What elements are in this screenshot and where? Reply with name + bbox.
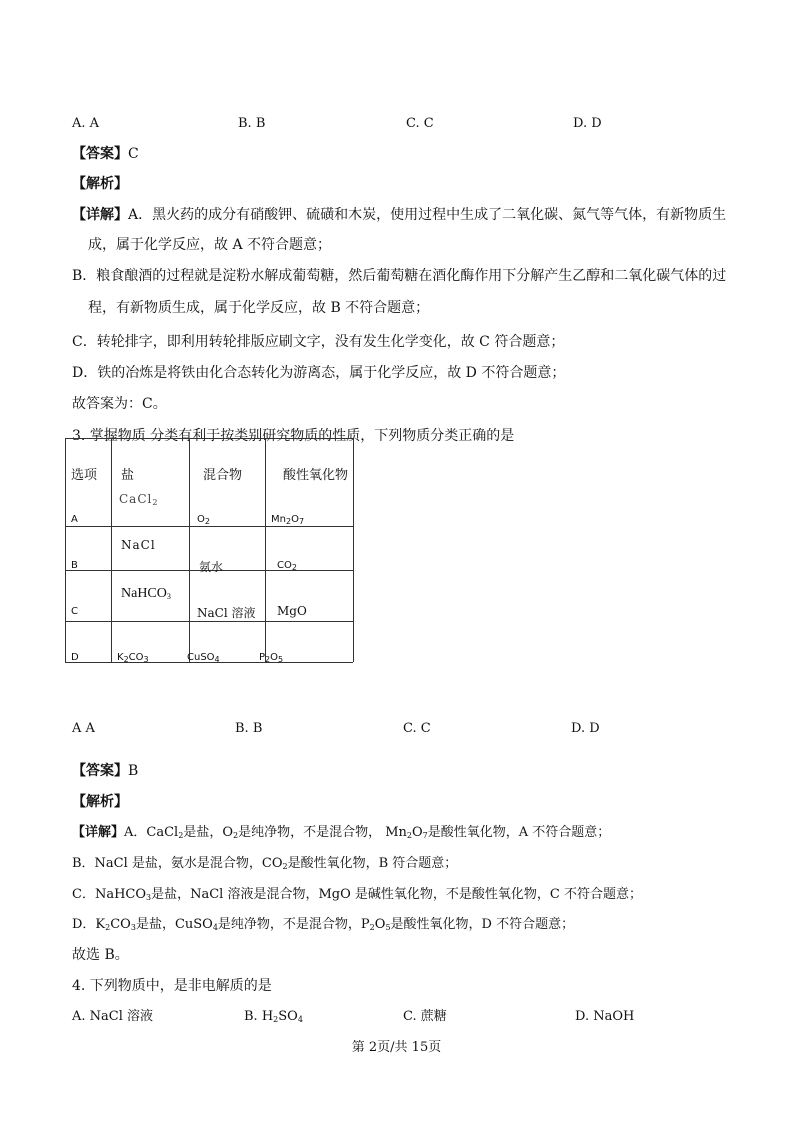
row-a-mixture: $O_2$ xyxy=(197,514,210,526)
table-rule xyxy=(353,438,354,662)
option-a: A. A xyxy=(72,116,100,131)
detail-line-3: B．粮食酿酒的过程就是淀粉水解成葡萄糖，然后葡萄糖在酒化酶作用下分解产生乙醇和二氧化碳气体的过 xyxy=(72,268,727,284)
table-rule xyxy=(265,438,266,662)
q4-option-b: B. $H_2SO_4$ xyxy=(244,1009,303,1024)
option-c: C. C xyxy=(406,116,434,131)
q4-option-d: D. NaOH xyxy=(575,1009,635,1024)
row-c-salt: NaHCO$_3$ xyxy=(121,586,171,601)
q3-detail-line-a: 【详解】A．CaCl$_2$是盐，$O_2$是纯净物，不是混合物， $Mn_2O_7$是酸性氧化物，A 不符合题意； xyxy=(72,825,611,840)
header-acidic-oxide: 酸性氧化物 xyxy=(283,468,349,483)
detail-line-1 xyxy=(72,206,726,224)
question-3-stem: 3. 掌握物质 分类有利于按类别研究物质的性质，下列物质分类正确的是 xyxy=(72,428,515,444)
row-b-oxide: $CO_2$ xyxy=(277,560,297,572)
analysis-label: 【解析】 xyxy=(72,176,128,192)
row-c-option: C xyxy=(71,606,78,617)
detail-line-6: D．铁的冶炼是将铁由化合态转化为游离态，属于化学反应，故 D 不符合题意； xyxy=(72,365,566,381)
row-d-option: D xyxy=(71,652,79,663)
row-c-mixture: NaCl 溶液 xyxy=(197,606,256,620)
answer-label: 【答案】 xyxy=(72,146,128,162)
detail-line-4: 程，有新物质生成，属于化学反应，故 B 不符合题意； xyxy=(88,300,430,316)
table-rule xyxy=(111,438,112,662)
option-b: B. B xyxy=(238,116,266,131)
q3-option-c: C. C xyxy=(403,721,431,736)
answer-value: C xyxy=(128,146,139,162)
q3-answer-label: 【答案】 xyxy=(72,763,128,779)
q4-option-a: A. NaCl 溶液 xyxy=(72,1009,154,1024)
table-rule xyxy=(65,438,66,662)
detail-line-5: C．转轮排字，即利用转轮排版应刷文字，没有发生化学变化，故 C 符合题意； xyxy=(72,334,565,350)
q3-option-d: D. D xyxy=(571,721,600,736)
q3-option-b: B. B xyxy=(235,721,263,736)
table-rule xyxy=(65,526,353,527)
detail-text-1: A．黑火药的成分有硝酸钾、硫磺和木炭，使用过程中生成了二氧化碳、氮气等气体，有新物质生 xyxy=(128,207,727,223)
row-d-oxide: $P_2O_5$ xyxy=(259,652,284,664)
q3-detail-line-b: B．NaCl 是盐，氨水是混合物，$CO_2$是酸性氧化物，B 符合题意； xyxy=(72,856,458,871)
row-d-mixture: CuSO$_4$ xyxy=(187,652,220,664)
table-rule xyxy=(189,438,190,662)
row-b-mixture: 氨水 xyxy=(199,560,224,574)
row-b-salt: NaCl xyxy=(121,538,156,552)
row-a-salt: CaCl$_2$ xyxy=(119,492,159,507)
answer-line xyxy=(72,145,139,163)
q3-detail-line-d: D．$K_2CO_3$是盐，CuSO$_4$是纯净物，不是混合物，$P_2O_5$是酸性氧化物，D 不符合题意； xyxy=(72,917,575,932)
table-rule xyxy=(65,438,353,439)
detail-label: 【详解】 xyxy=(72,207,128,223)
detail-line-2: 成，属于化学反应，故 A 不符合题意； xyxy=(88,237,332,253)
row-d-salt: $K_2CO_3$ xyxy=(117,652,149,664)
q4-option-c: C. 蔗糖 xyxy=(403,1009,447,1024)
q3-detail-line-c: C．NaHCO$_3$是盐，NaCl 溶液是混合物，MgO 是碱性氧化物，不是酸性氧化物，C 不符合题意； xyxy=(72,887,642,902)
page-footer: 第 2页/共 15页 xyxy=(351,1040,442,1055)
detail-line-7: 故答案为：C。 xyxy=(72,396,167,412)
header-option: 选项 xyxy=(71,468,98,483)
header-salt: 盐 xyxy=(121,468,135,483)
q3-analysis-label: 【解析】 xyxy=(72,794,128,810)
row-a-oxide: $Mn_2O_7$ xyxy=(271,514,305,526)
q3-option-a: A A xyxy=(72,721,95,736)
q3-answer-line xyxy=(72,762,138,780)
question-4-stem: 4. 下列物质中，是非电解质的是 xyxy=(72,978,272,994)
row-c-oxide: MgO xyxy=(277,604,307,618)
q3-answer-value: B xyxy=(128,763,139,779)
row-a-option: A xyxy=(71,514,78,525)
table-rule xyxy=(65,621,353,622)
row-b-option: B xyxy=(71,560,78,571)
q3-final: 故选 B。 xyxy=(72,947,129,963)
header-mixture: 混合物 xyxy=(203,468,243,483)
classification-table xyxy=(65,438,353,662)
option-d: D. D xyxy=(573,116,602,131)
